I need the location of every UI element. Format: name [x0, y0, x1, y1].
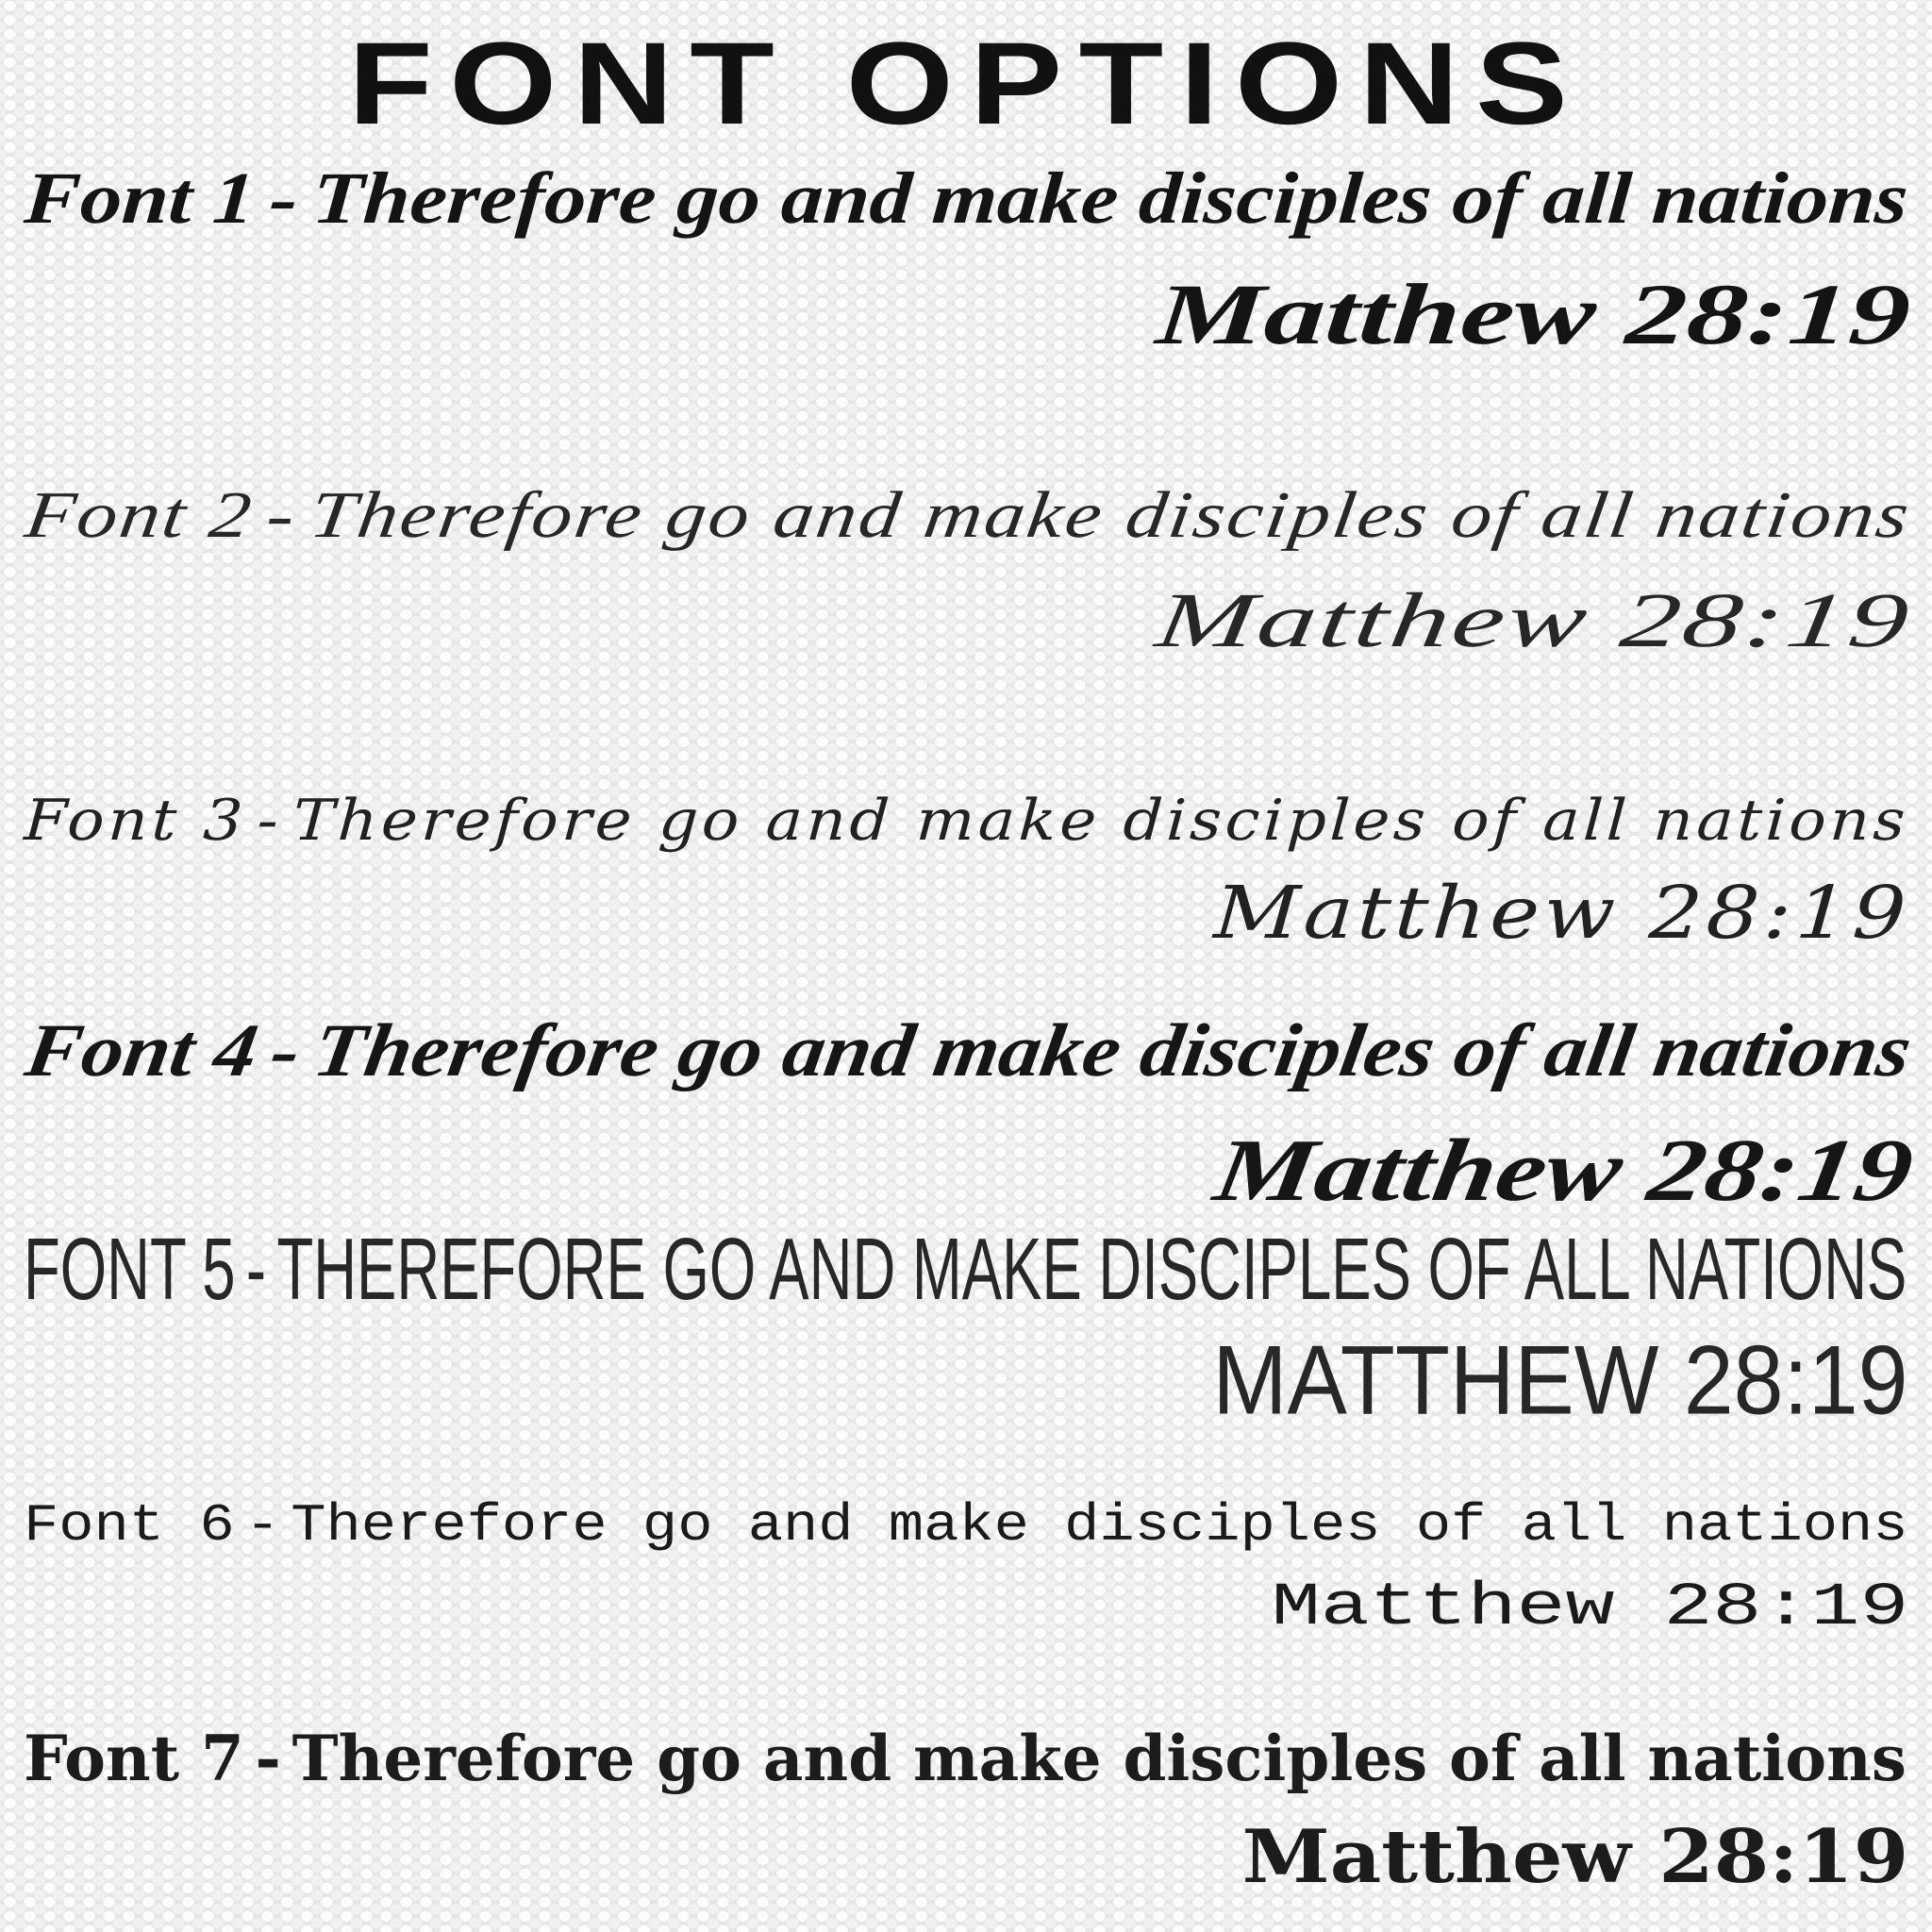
- reference-text: Matthew 28:19: [1271, 1574, 1908, 1643]
- font-sample-4: [20, 998, 1920, 1228]
- reference-line: [24, 1569, 1908, 1648]
- phrase-text: Therefore go and make disciples of all nations: [291, 1722, 1907, 1795]
- reference-text: Matthew 28:19: [1153, 265, 1914, 362]
- font-sample-1: [22, 146, 1914, 371]
- separator: -: [255, 1722, 281, 1795]
- font-sample-line: [22, 781, 1911, 860]
- font-name: Font 3: [22, 788, 248, 854]
- font-name: FONT 5: [24, 1221, 236, 1319]
- separator: -: [256, 788, 284, 854]
- font-sample-2: [21, 470, 1918, 672]
- separator: -: [261, 479, 302, 552]
- reference-text: MATTHEW 28:19: [1212, 1325, 1908, 1436]
- font-sample-line: [24, 1221, 1908, 1324]
- reference-line: [24, 867, 1912, 961]
- font-sample-line: [20, 998, 1917, 1104]
- font-name: Font 2: [21, 479, 258, 552]
- reference-line: [24, 1809, 1908, 1905]
- reference-line: [24, 258, 1914, 372]
- reference-text: Matthew 28:19: [1211, 872, 1912, 957]
- separator: -: [265, 1009, 307, 1092]
- font-name: Font 4: [20, 1009, 264, 1092]
- separator: -: [244, 1495, 281, 1556]
- phrase-text: Therefore go and make disciples of all nations: [308, 1009, 1917, 1092]
- font-name: Font 6: [24, 1495, 235, 1556]
- separator: -: [245, 1221, 267, 1319]
- title-row: [0, 17, 1932, 151]
- font-sample-line: [24, 1715, 1908, 1802]
- font-sample-line: [22, 146, 1911, 249]
- font-sample-line: [24, 1489, 1908, 1562]
- reference-text: Matthew 28:19: [1208, 1121, 1920, 1220]
- font-name: Font 7: [24, 1722, 244, 1795]
- phrase-text: THEREFORE GO AND MAKE DISCIPLES OF ALL NATIONS: [276, 1221, 1907, 1319]
- font-sample-6: [24, 1489, 1908, 1648]
- font-name: Font 1: [22, 157, 258, 239]
- phrase-text: Therefore go and make disciples of all nations: [291, 1495, 1908, 1556]
- phrase-text: Therefore go and make disciples of all nations: [309, 157, 1911, 239]
- reference-text: Matthew 28:19: [1241, 1814, 1908, 1901]
- font-sample-7: [24, 1715, 1908, 1906]
- font-sample-line: [21, 470, 1916, 562]
- phrase-text: Therefore go and make disciples of all nations: [291, 788, 1911, 854]
- separator: -: [267, 157, 301, 239]
- phrase-text: Therefore go and make disciples of all nations: [306, 479, 1916, 552]
- reference-line: [24, 570, 1918, 671]
- font-sample-5: [24, 1221, 1908, 1438]
- reference-line: [24, 1325, 1908, 1439]
- font-sample-3: [22, 781, 1912, 961]
- page-title: FONT OPTIONS: [347, 19, 1585, 149]
- reference-text: Matthew 28:19: [1151, 576, 1918, 664]
